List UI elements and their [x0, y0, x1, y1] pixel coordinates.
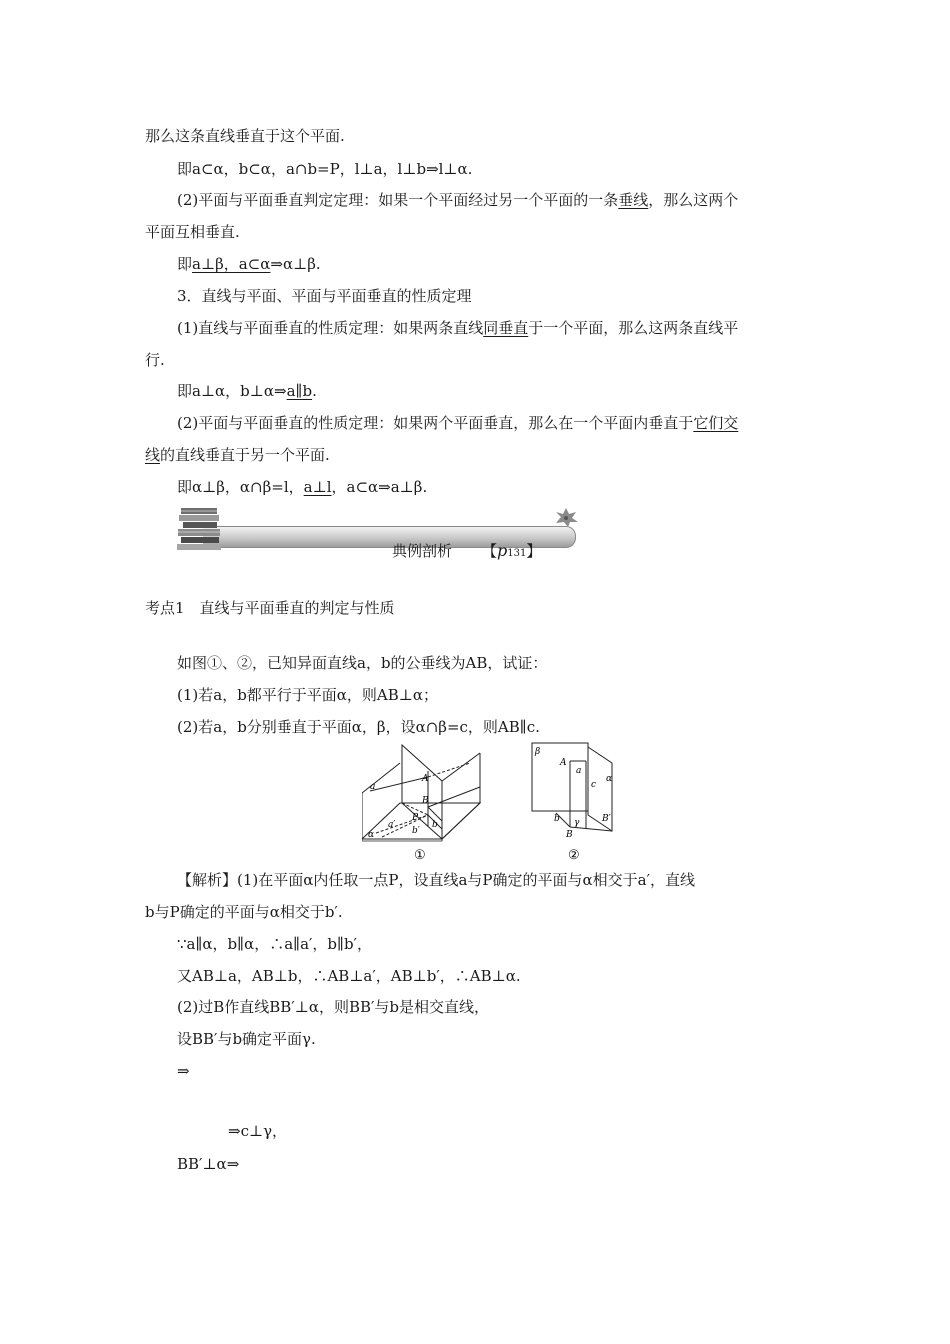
- problem-line: (2)若a，b分别垂直于平面α，β，设α∩β=c，则AB∥c.: [177, 718, 540, 736]
- solution-line: b与P确定的平面与α相交于b′.: [145, 903, 343, 921]
- page-ref-letter: p: [497, 541, 508, 560]
- text-segment: (2)平面与平面垂直判定定理：如果一个平面经过另一个平面的一条: [177, 191, 619, 209]
- text-segment: ⇒α⊥β.: [270, 255, 321, 273]
- fig2-label-c: c: [591, 780, 597, 790]
- text-segment: 即α⊥β，α∩β=l，: [177, 478, 304, 496]
- solution-line: 又AB⊥a，AB⊥b，∴AB⊥a′，AB⊥b′，∴AB⊥α.: [177, 967, 521, 985]
- page-ref-open: 【: [482, 542, 498, 560]
- underlined-term: 线: [145, 446, 161, 464]
- text-line: 3．直线与平面、平面与平面垂直的性质定理: [177, 287, 472, 305]
- fig2-label-a: a: [576, 766, 582, 776]
- underlined-term: 同垂直: [483, 319, 529, 337]
- fig1-label-b-prime: b′: [412, 826, 420, 836]
- fig1-label-P: P: [412, 813, 419, 823]
- section-title: [392, 541, 541, 564]
- underlined-term: a⊥l: [303, 478, 332, 496]
- fig1-label-alpha: α: [368, 830, 375, 840]
- fig1-label-A: A: [422, 774, 429, 784]
- figure-1: [362, 741, 500, 863]
- text-segment: .: [312, 382, 317, 400]
- text-segment: 即: [177, 255, 193, 273]
- books-icon: [175, 504, 235, 552]
- fig1-label-a-prime: a′: [388, 820, 396, 830]
- text-segment: 于一个平面，那么这两条直线平: [528, 319, 739, 337]
- text-segment: ，那么这两个: [648, 191, 739, 209]
- fig2-label-beta: β: [535, 747, 541, 757]
- figure-2: [528, 741, 626, 863]
- underlined-term: a∥b: [286, 382, 313, 400]
- fig2-caption: ②: [568, 848, 580, 863]
- kaodian-heading: 考点1 直线与平面垂直的判定与性质: [145, 599, 395, 617]
- problem-line: (1)若a，b都平行于平面α，则AB⊥α；: [177, 686, 439, 704]
- fig1-label-b: b: [432, 820, 438, 830]
- text-line: [177, 254, 321, 274]
- section-title-text: 典例剖析: [392, 542, 453, 560]
- page-ref-close: 】: [526, 542, 542, 560]
- underlined-term: 它们交: [693, 414, 739, 432]
- fig2-label-gamma: γ: [574, 818, 580, 828]
- text-segment: 的直线垂直于另一个平面.: [160, 446, 330, 464]
- solution-head: 【解析】: [177, 871, 238, 889]
- text-segment: (1)在平面α内任取一点P，设直线a与P确定的平面与α相交于a′，直线: [237, 871, 696, 889]
- fig1-label-B: B: [422, 796, 429, 806]
- text-line: [177, 190, 738, 210]
- leaf-icon: [553, 506, 579, 528]
- text-segment: ，a⊂α⇒a⊥β.: [331, 478, 428, 496]
- text-line: [177, 381, 317, 401]
- solution-line: (2)过B作直线BB′⊥α，则BB′与b是相交直线，: [177, 998, 490, 1016]
- fig1-label-a: a: [370, 782, 376, 792]
- solution-line: BB′⊥α⇒: [177, 1155, 240, 1173]
- text-line: [177, 318, 738, 338]
- page-ref-number: 131: [507, 548, 527, 559]
- solution-line: ⇒c⊥γ，: [228, 1122, 288, 1140]
- fig2-label-B: B: [566, 830, 573, 840]
- fig1-caption: ①: [414, 848, 426, 863]
- text-line: [177, 477, 427, 497]
- underlined-term: a⊥β，a⊂α: [192, 255, 271, 273]
- solution-line: ⇒: [177, 1062, 190, 1080]
- text-segment: 即a⊥α，b⊥α⇒: [177, 382, 287, 400]
- text-line: [145, 445, 330, 465]
- text-line: [177, 413, 738, 433]
- text-line: 行.: [145, 351, 165, 369]
- underlined-term: 垂线: [618, 191, 649, 209]
- fig2-label-alpha: α: [606, 774, 613, 784]
- text-line: 平面互相垂直.: [145, 223, 240, 241]
- solution-line: ∵a∥α，b∥α，∴a∥a′，b∥b′，: [177, 935, 372, 953]
- text-segment: (2)平面与平面垂直的性质定理：如果两个平面垂直，那么在一个平面内垂直于: [177, 414, 694, 432]
- text-segment: (1)直线与平面垂直的性质定理：如果两条直线: [177, 319, 484, 337]
- problem-line: 如图①、②，已知异面直线a，b的公垂线为AB，试证：: [177, 654, 548, 672]
- fig2-label-A: A: [560, 758, 567, 768]
- solution-line: [177, 870, 695, 890]
- fig2-label-B-prime: B′: [602, 814, 611, 824]
- solution-line: 设BB′与b确定平面γ.: [177, 1030, 316, 1048]
- text-line: 那么这条直线垂直于这个平面.: [145, 127, 345, 145]
- text-line: 即a⊂α，b⊂α，a∩b=P，l⊥a，l⊥b⇒l⊥α.: [177, 160, 473, 178]
- fig2-label-b: b: [554, 814, 560, 824]
